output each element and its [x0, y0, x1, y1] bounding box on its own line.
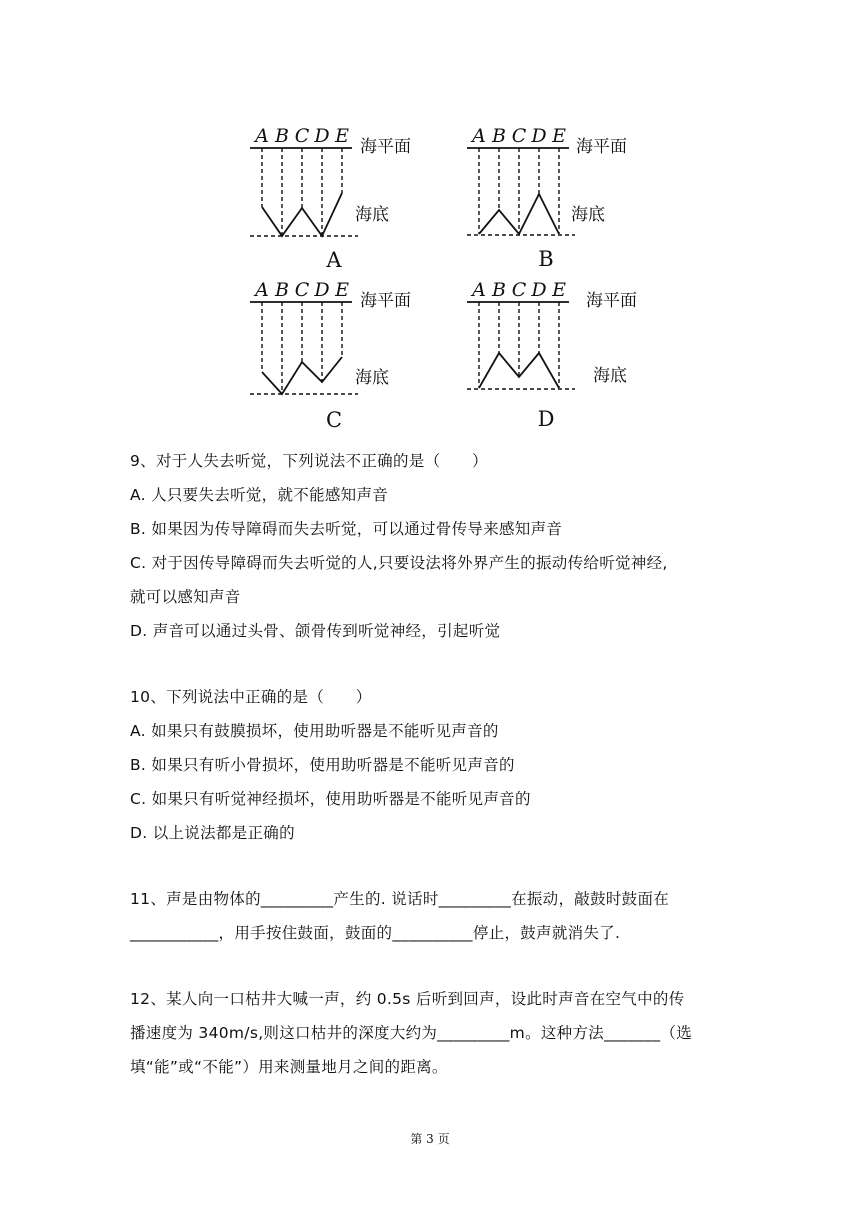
page-footer: 第 3 页	[410, 1132, 450, 1146]
panel-a-point-label: C	[294, 125, 310, 147]
question-9-option-a: A. 人只要失去听觉，就不能感知声音	[130, 486, 389, 504]
question-10-option-c: C. 如果只有听觉神经损坏，使用助听器是不能听见声音的	[130, 790, 531, 808]
panel-c-sea-level-label: 海平面	[360, 291, 411, 311]
question-12-line-2: 播速度为 340m/s,则这口枯井的深度大约为_________m。这种方法_______（选	[130, 1024, 693, 1042]
panel-c-point-label: B	[275, 279, 289, 301]
panel-c-point-label: E	[335, 279, 349, 301]
question-10-option-a: A. 如果只有鼓膜损坏，使用助听器是不能听见声音的	[130, 722, 499, 740]
panel-c-point-label: D	[314, 279, 330, 301]
panel-a-point-label: B	[275, 125, 289, 147]
panel-d-caption: D	[537, 407, 555, 431]
panel-b-point-label: A	[472, 125, 486, 147]
question-9-option-c: C. 对于因传导障碍而失去听觉的人,只要设法将外界产生的振动传给听觉神经,	[130, 554, 668, 572]
sea-depth-figure	[0, 0, 860, 440]
panel-d-sea-level-label: 海平面	[586, 291, 637, 311]
panel-a-point-label: A	[255, 125, 269, 147]
panel-c-seabed-profile	[262, 357, 342, 394]
panel-a-point-label: D	[314, 125, 330, 147]
panel-d-point-label: A	[472, 279, 486, 301]
question-10-option-d: D. 以上说法都是正确的	[130, 824, 295, 842]
panel-a-seabed-label: 海底	[355, 205, 389, 225]
panel-d-seabed-label: 海底	[593, 366, 627, 386]
question-10-option-b: B. 如果只有听小骨损坏，使用助听器是不能听见声音的	[130, 756, 515, 774]
panel-b-seabed-label: 海底	[571, 205, 605, 225]
question-9-option-b: B. 如果因为传导障碍而失去听觉，可以通过骨传导来感知声音	[130, 520, 563, 538]
question-10-stem: 10、下列说法中正确的是（ ）	[130, 688, 372, 706]
panel-c-point-label: C	[294, 279, 310, 301]
question-9-stem: 9、对于人失去听觉，下列说法不正确的是（ ）	[130, 452, 488, 470]
panel-b-point-label: E	[552, 125, 566, 147]
question-9-option-c-cont: 就可以感知声音	[130, 588, 241, 606]
panel-a-point-label: E	[335, 125, 349, 147]
question-11-line-2: ___________，用手按住鼓面，鼓面的__________停止，鼓声就消失了.	[130, 924, 621, 942]
question-12-line-1: 12、某人向一口枯井大喊一声，约 0.5s 后听到回声，设此时声音在空气中的传	[130, 990, 685, 1008]
panel-b-point-label: B	[492, 125, 506, 147]
question-9-option-d: D. 声音可以通过头骨、颌骨传到听觉神经，引起听觉	[130, 622, 501, 640]
question-12-line-3: 填“能”或“不能”）用来测量地月之间的距离。	[130, 1058, 448, 1076]
panel-b-point-label: D	[531, 125, 547, 147]
panel-a-sea-level-label: 海平面	[360, 137, 411, 157]
panel-c-seabed-label: 海底	[355, 368, 389, 388]
panel-b-sea-level-label: 海平面	[576, 137, 627, 157]
panel-c-caption: C	[325, 408, 343, 432]
panel-d-point-label: D	[531, 279, 547, 301]
panel-c-point-label: A	[255, 279, 269, 301]
panel-d-point-label: B	[492, 279, 506, 301]
question-11-line-1: 11、声是由物体的_________产生的. 说话时_________在振动，敲鼓时鼓面在	[130, 890, 670, 908]
panel-d-point-label: C	[511, 279, 527, 301]
panel-b-caption: B	[538, 247, 554, 271]
panel-b-point-label: C	[511, 125, 527, 147]
panel-d-point-label: E	[552, 279, 566, 301]
panel-a-caption: A	[326, 248, 342, 272]
